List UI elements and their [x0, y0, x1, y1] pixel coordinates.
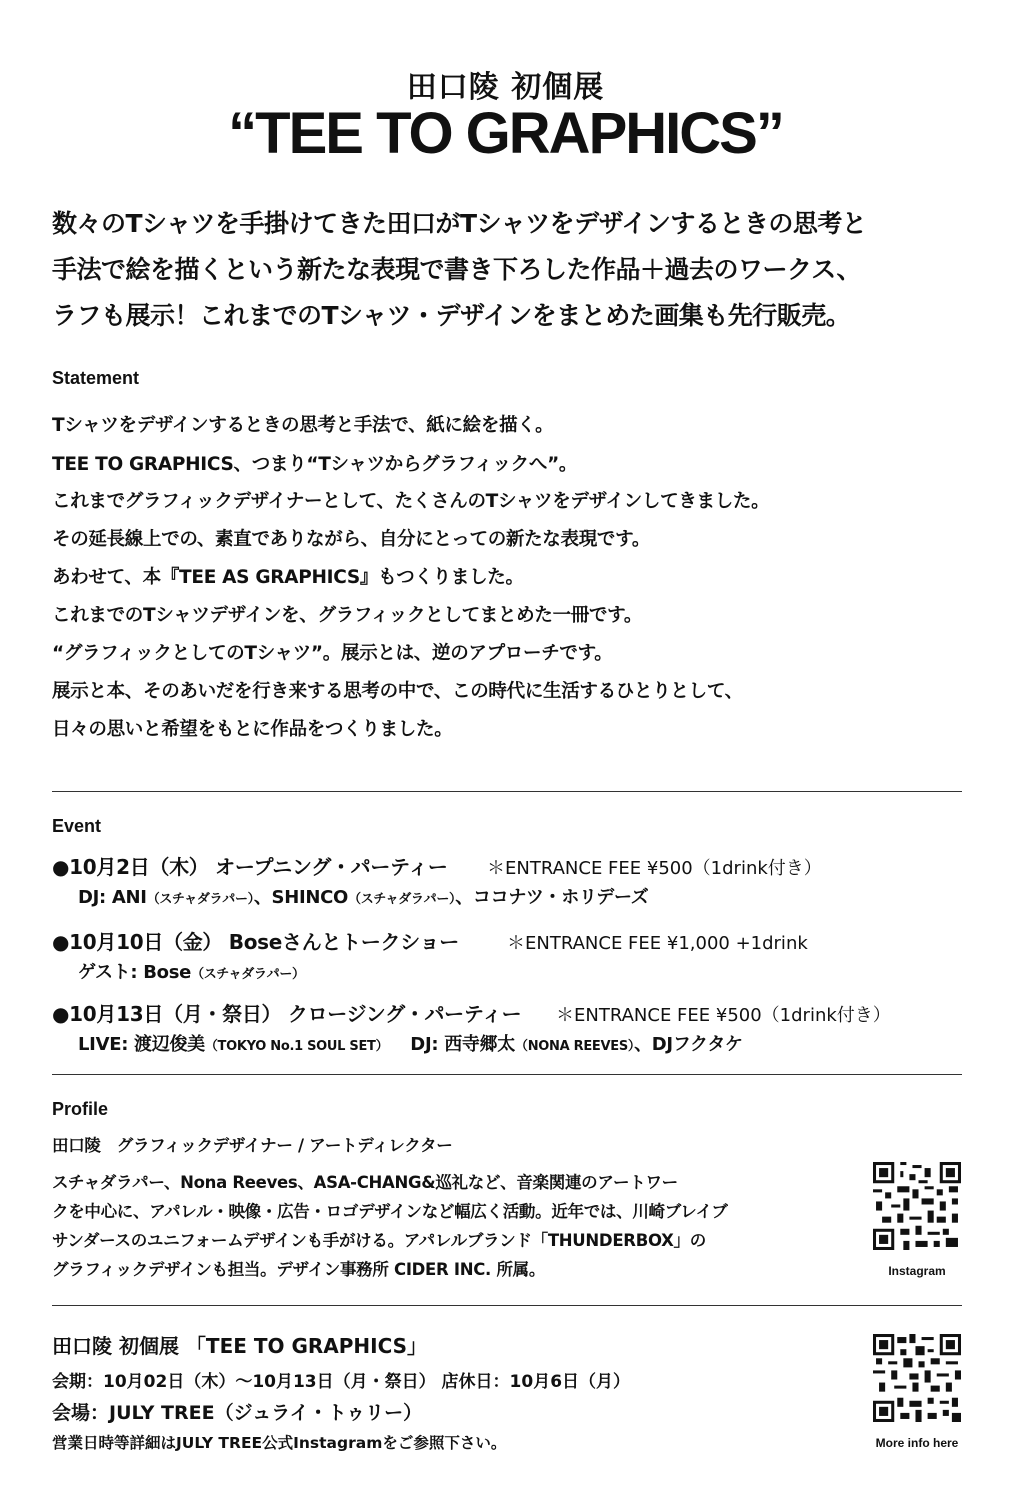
profile-bio-line: サンダースのユニフォームデザインも手がける。アパレルブランド「THUNDERBOX」の: [52, 1231, 706, 1250]
event-1-dj-2: 、SHINCO: [253, 887, 349, 908]
exhibition-title: “TEE TO GRAPHICS”: [228, 101, 783, 166]
event-3-title: ●10月13日（月・祭日） クロージング・パーティー: [52, 1002, 522, 1026]
event-3-dj: DJ: 西寺郷太: [410, 1034, 516, 1055]
event-2-guest: ゲスト: Bose: [78, 962, 192, 983]
divider: [52, 1074, 962, 1075]
statement-line: Tシャツをデザインするときの思考と手法で、紙に絵を描く。: [52, 415, 554, 436]
event-3-detail: [78, 1030, 743, 1056]
event-1-detail: [78, 883, 648, 909]
statement-line: その延長線上での、素直でありながら、自分にとっての新たな表現です。: [52, 529, 651, 550]
statement-heading: Statement: [52, 368, 140, 388]
event-3-live: LIVE: 渡辺俊美: [78, 1034, 205, 1055]
event-1-dj-3: 、ココナツ・ホリデーズ: [455, 887, 649, 908]
lead-line: 数々のTシャツを手掛けてきた田口がTシャツをデザインするときの思考と: [52, 209, 867, 238]
statement-line: 日々の思いと希望をもとに作品をつくりました。: [52, 719, 453, 740]
more-info-qr-code[interactable]: [873, 1334, 961, 1426]
event-2-detail: [78, 958, 305, 984]
info-venue: 会場：JULY TREE（ジュライ・トゥリー）: [52, 1402, 423, 1424]
info-period: 会期：10月02日（木）〜10月13日（月・祭日） 店休日：10月6日（月）: [52, 1372, 631, 1392]
event-2-guest-note: （スチャダラパー）: [191, 967, 305, 982]
lead-line: 手法で絵を描くという新たな表現で書き下ろした作品＋過去のワークス、: [52, 255, 862, 284]
event-1-fee: ＊ENTRANCE FEE ¥500（1drink付き）: [487, 858, 822, 879]
qr-code-icon: [873, 1162, 961, 1250]
event-heading: Event: [52, 816, 102, 836]
divider: [52, 791, 962, 792]
profile-name: 田口陵 グラフィックデザイナー / アートディレクター: [52, 1136, 453, 1155]
event-3-dj-2: 、DJフクタケ: [634, 1034, 743, 1055]
statement-line: これまでのTシャツデザインを、グラフィックとしてまとめた一冊です。: [52, 605, 643, 626]
divider: [52, 1305, 962, 1306]
event-2-title: ●10月10日（金） Boseさんとトークショー: [52, 930, 459, 954]
event-1-dj-note: （スチャダラパー）: [146, 892, 254, 907]
statement-line: これまでグラフィックデザイナーとして、たくさんのTシャツをデザインしてきました。: [52, 491, 770, 512]
statement-line: 展示と本、そのあいだを行き来する思考の中で、この時代に生活するひとりとして、: [52, 681, 743, 702]
exhibition-subtitle: 田口陵 初個展: [406, 70, 605, 105]
info-note: 営業日時等詳細はJULY TREE公式Instagramをご参照下さい。: [52, 1434, 507, 1452]
event-3-live-note: （TOKYO No.1 SOUL SET）: [204, 1039, 389, 1054]
event-3-dj-note: （NONA REEVES）: [515, 1039, 635, 1054]
info-title: 田口陵 初個展 「TEE TO GRAPHICS」: [52, 1334, 428, 1358]
event-1-title: ●10月2日（木） オープニング・パーティー: [52, 855, 448, 879]
event-1-dj: DJ: ANI: [78, 887, 147, 908]
profile-bio-line: グラフィックデザインも担当。デザイン事務所 CIDER INC. 所属。: [52, 1260, 546, 1279]
instagram-qr-code[interactable]: [873, 1162, 961, 1254]
qr-code-icon: [873, 1334, 961, 1422]
event-2-fee: ＊ENTRANCE FEE ¥1,000 +1drink: [507, 933, 808, 954]
lead-line: ラフも展示！これまでのTシャツ・デザインをまとめた画集も先行販売。: [52, 301, 851, 330]
event-1-dj-2-note: （スチャダラパー）: [348, 892, 456, 907]
profile-bio-line: スチャダラパー、Nona Reeves、ASA-CHANG&巡礼など、音楽関連のアートワー: [52, 1173, 678, 1192]
profile-bio-line: クを中心に、アパレル・映像・広告・ロゴデザインなど幅広く活動。近年では、川崎ブレイブ: [52, 1202, 728, 1221]
event-3-fee: ＊ENTRANCE FEE ¥500（1drink付き）: [556, 1005, 891, 1026]
instagram-qr-label: Instagram: [888, 1264, 946, 1278]
statement-line: “グラフィックとしてのTシャツ”。展示とは、逆のアプローチです。: [52, 643, 613, 664]
more-info-qr-label: More info here: [875, 1436, 959, 1450]
statement-line: TEE TO GRAPHICS、つまり“Tシャツからグラフィックへ”。: [52, 454, 578, 475]
statement-line: あわせて、本『TEE AS GRAPHICS』もつくりました。: [52, 567, 524, 588]
profile-heading: Profile: [52, 1099, 109, 1119]
